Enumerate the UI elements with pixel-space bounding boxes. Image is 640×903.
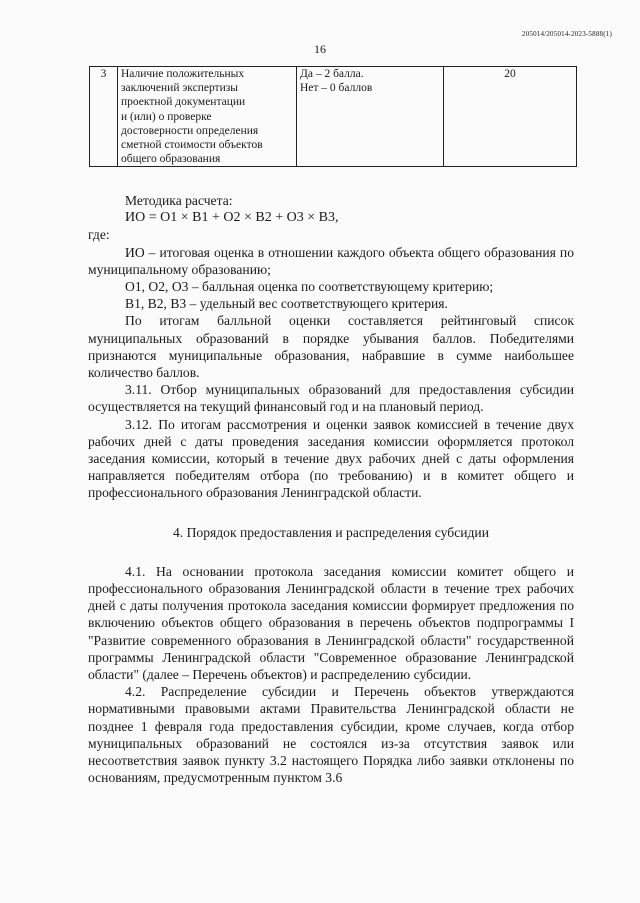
formula: ИО = О1 × В1 + О2 × В2 + О3 × В3, [125, 210, 339, 226]
paragraph-3-11: 3.11. Отбор муниципальных образований для предоставления субсидии осуществляется на текущий финансовый год и на плановый период. [88, 382, 574, 415]
page-number: 16 [314, 42, 326, 56]
document-body [88, 192, 574, 787]
table-cell-value: 20 [444, 67, 577, 167]
definition-o: О1, О2, О3 – балльная оценка по соответствующему критерию; [125, 279, 494, 295]
method-title: Методика расчета: [125, 193, 233, 208]
paragraph-3-12: 3.12. По итогам рассмотрения и оценки заявок комиссией в течение двух рабочих дней с даты проведения заседания комиссии оформляется протокол заседания комиссии, который в течение двух рабочих дней с даты оформления направляется победителям отбора (по требованию) и в комитет общего и профессионального образования Ленинградской области. [88, 416, 574, 501]
table-cell-number: 3 [90, 67, 118, 167]
paragraph-4-2: 4.2. Распределение субсидии и Перечень объектов утверждаются нормативными правовыми актами Правительства Ленинградской области не позднее 1 февраля года предоставления субсидии, кроме случаев, когда отбор муниципальных образований не состоялся из-за отсутствия заявок или несоответствия заявок пункту 3.2 настоящего Порядка либо заявки отклонены по основаниям, предусмотренным пунктом 3.6 [88, 684, 574, 786]
table-row [90, 67, 577, 167]
definition-io: ИО – итоговая оценка в отношении каждого объекта общего образования по муниципальному образованию; [88, 244, 574, 277]
table-cell-scoring: Да – 2 балла. Нет – 0 баллов [297, 67, 444, 167]
document-id: 205014/205014-2023-5888(1) [522, 30, 612, 38]
table-cell-criterion: Наличие положительных заключений экспертизы проектной документации и (или) о проверке достоверности определения сметной стоимости объектов общего образования [118, 67, 297, 167]
section-heading: 4. Порядок предоставления и распределения субсидии [173, 524, 489, 540]
criteria-table [89, 66, 577, 167]
paragraph-4-1: 4.1. На основании протокола заседания комиссии комитет общего и профессионального образования Ленинградской области в течение трех рабочих дней с даты получения протокола заседания комиссии формирует предложения по включению объектов общего образования в перечень объектов подпрограммы I "Развитие современного образования в Ленинградской области" государственной программы Ленинградской области "Современное образование Ленинградской области" (далее – Перечень объектов) и распределению субсидии. [88, 563, 574, 683]
where-label: где: [88, 227, 110, 243]
paragraph-rating: По итогам балльной оценки составляется рейтинговый список муниципальных образований в порядке убывания баллов. Победителями признаются муниципальные образования, набравшие в сумме наибольшее количество баллов. [88, 313, 574, 381]
definition-b: В1, В2, В3 – удельный вес соответствующего критерия. [125, 296, 448, 312]
